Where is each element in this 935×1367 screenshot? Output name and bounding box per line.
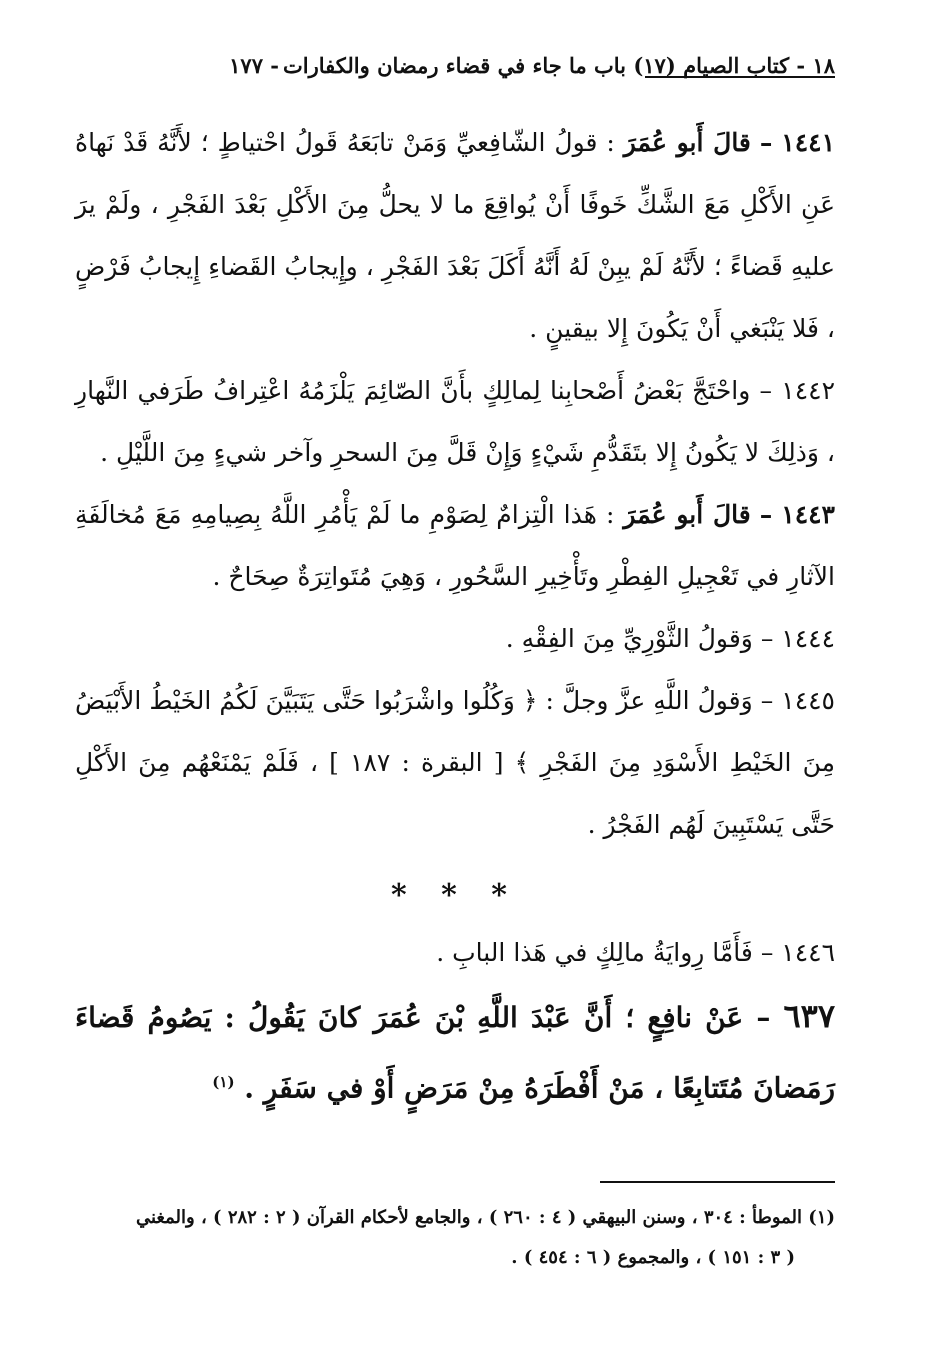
paragraph-1446 bbox=[75, 922, 835, 984]
quran-verse: ﴿ وَكُلُوا واشْرَبُوا حَتَّى يَتَبَيَّنَ لَكُمُ الخَيْطُ الأَبْيَضُ مِنَ الخَيْطِ الأَسْوَدِ مِنَ الفَجْرِ ﴾ bbox=[75, 686, 836, 777]
paragraph-number: ١٤٤٤ bbox=[781, 624, 835, 653]
paragraph-text: وَقولُ الثَّوْرِيِّ مِنَ الفِقْهِ . bbox=[505, 624, 753, 653]
hadith-number: ٦٣٧ bbox=[783, 997, 836, 1035]
hadith-637 bbox=[75, 984, 835, 1120]
paragraph-text-continued: ، فَلَمْ يَمْنَعْهُم مِنَ الأَكْلِ حَتَّى يَسْتَبِينَ لَهُم الفَجْرُ . bbox=[75, 748, 835, 839]
hadith-text: عَنْ نافِعٍ ؛ أَنَّ عَبْدَ اللَّهِ بْنَ عُمَرَ كانَ يَقُولُ : يَصُومُ قَضاءَ رَمَضانَ مُتَتابِعًا ، مَنْ أَفْطَرَهُ مِنْ مَرَضٍ أَوْ في سَفَرٍ . bbox=[75, 1001, 835, 1105]
speaker-name: قالَ أَبو عُمَرَ bbox=[623, 500, 751, 529]
header-title: ١٨ - كتاب الصيام (١٧) باب ما جاء في قضاء رمضان والكفارات bbox=[283, 52, 835, 78]
paragraph-text: فَأَمَّا رِوايَةُ مالِكٍ في هَذا البابِ . bbox=[436, 938, 753, 967]
paragraph-dash: – bbox=[760, 624, 774, 653]
footnotes bbox=[60, 1198, 835, 1278]
paragraph-number: ١٤٤٥ bbox=[781, 686, 835, 715]
paragraph-number: ١٤٤١ bbox=[781, 128, 836, 157]
section-separator: * * * bbox=[391, 878, 519, 913]
footnote-rule bbox=[600, 1181, 835, 1183]
paragraph-number: ١٤٤٣ bbox=[781, 500, 835, 529]
paragraph-dash: – bbox=[759, 500, 773, 529]
paragraph-1444 bbox=[75, 608, 835, 670]
paragraph-text: وَقولُ اللَّهِ عزَّ وجلَّ : bbox=[545, 686, 753, 715]
hadith-dash: – bbox=[756, 1001, 771, 1034]
paragraph-1442 bbox=[75, 360, 835, 484]
paragraph-dash: – bbox=[759, 128, 773, 157]
paragraph-text: : هَذا الْتِزامٌ لِصَوْمِ ما لَمْ يَأْمُرِ اللَّهُ بِصِيامِهِ مَعَ مُخالَفَةِ الآثارِ في تَعْجِيلِ الفِطْرِ وتَأْخِيرِ السَّحُورِ ، وَهِيَ مُتَواتِرَةٌ صِحَاحٌ . bbox=[75, 500, 835, 591]
paragraph-number: ١٤٤٢ bbox=[781, 376, 835, 405]
page-number: ١٧٧ bbox=[229, 52, 263, 78]
paragraph-1441 bbox=[75, 112, 835, 360]
quran-citation: [ البقرة : ١٨٧ ] bbox=[329, 748, 504, 777]
header-rule bbox=[645, 76, 835, 78]
paragraph-text: واحْتَجَّ بَعْضُ أَصْحابِنا لِمالِكٍ بأَنَّ الصّائِمَ يَلْزَمُهُ اعْتِرافُ طَرَفي النَّهارِ ، وَذلِكَ لا يَكُونُ إِلا بتَقَدُّمِ شَيْءٍ وَإِنْ قَلَّ مِنَ السحرِ وآخر شيءٍ مِنَ اللَّيْلِ . bbox=[75, 376, 835, 467]
paragraph-text: : قولُ الشّافِعيِّ وَمَنْ تابَعَهُ قَولُ احْتياطٍ ؛ لأَنَّهُ قَدْ نَهاهُ عَنِ الأَكْلِ مَعَ الشَّكِّ خَوفًا أَنْ يُواقِعَ ما لا يحلُّ مِنَ الأَكْلِ بَعْدَ الفَجْرِ ، ولَمْ يرَ عليهِ قَضاءً ؛ لأَنَّهُ لَمْ يبِنْ لَهُ أَنَّهُ أَكَلَ بَعْدَ الفَجْرِ ، وإِيجابُ القَضاءِ إِيجابُ فَرْضٍ ، فَلا يَنْبَغي أَنْ يَكُونَ إِلا بيقينٍ . bbox=[75, 128, 835, 343]
paragraph-dash: – bbox=[760, 938, 774, 967]
page-number-group bbox=[229, 53, 279, 78]
header-separator: - bbox=[270, 52, 280, 78]
paragraph-1443 bbox=[75, 484, 835, 608]
speaker-name: قالَ أَبو عُمَرَ bbox=[623, 128, 751, 157]
paragraph-dash: – bbox=[759, 376, 773, 405]
paragraph-number: ١٤٤٦ bbox=[781, 938, 835, 967]
main-text bbox=[75, 112, 835, 1120]
footnote-1: (١) الموطأ : ٣٠٤ ، وسنن البيهقي ( ٤ : ٢٦٠ ) ، والجامع لأحكام القرآن ( ٢ : ٢٨٢ ) ، والمغني bbox=[135, 1207, 835, 1228]
footnote-marker[interactable]: (١) bbox=[212, 1073, 235, 1091]
paragraph-dash: – bbox=[760, 686, 774, 715]
footnote-1-continued: ( ٣ : ١٥١ ) ، والمجموع ( ٦ : ٤٥٤ ) . bbox=[511, 1247, 795, 1268]
paragraph-1445 bbox=[75, 670, 835, 856]
